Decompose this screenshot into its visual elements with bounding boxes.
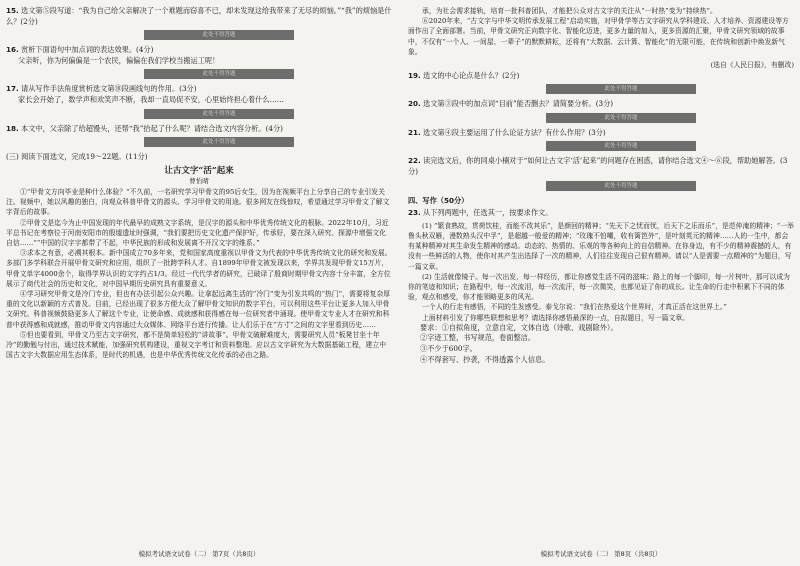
- answer-box[interactable]: 此处不得答题: [144, 109, 294, 119]
- question-number: 22.: [408, 156, 421, 166]
- article-paragraph: ③求本之有意，必溯其根本。新中国成立70多年来，党和国家高度重视以甲骨文为代表的中华优秀传统文化的研究和发展。多部门多学科联合开展甲骨文研究和应用，组织了一批跨学科人才。自1899年甲骨文被发现以来，学界共发现甲骨文15万片，甲骨文单字4000余个，取得学界认识的文字约占1/3。经过一代代学者的研究，已破译了殷商时期甲骨文内容十分丰富，全方位展示了商代社会的历史和文化，对中国早期历史研究具有重要意义。: [6, 249, 392, 288]
- question-number: 15.: [6, 6, 19, 15]
- question-text: 读完选文后，你的同桌小楠对于“如何让古文字‘活’起来”的问题存在困惑，请你结合选文④～⑥段，帮助她解答。(3分): [408, 156, 788, 176]
- writing-option-2: (2) 生活就像镜子。每一次出发，每一样经历，都让你感觉生活不同的滋味；路上的每一个脚印，每一片树叶，那可以成为你的笔迹和知识；在路程中，每一次流泪，每一次流汗，每一次微笑，也都见证了你的成长。让生命的行走中积累下不同的体验，观点和感受，你才能领略更多的风光。: [408, 272, 791, 302]
- question-23: [408, 208, 794, 219]
- question-text: 选文第③段中的加点词“目前”能否删去？请简要分析。(3分): [423, 99, 614, 109]
- question-21: [408, 128, 794, 139]
- writing-requirement: 要求：①自拟角度，立意自定，文体自选（诗歌、戏剧除外）。: [420, 322, 618, 332]
- quoted-sentence: 父亲听，你为何偏偏是一个农民，偏偏在我们学校当搬运工呢！: [18, 55, 220, 65]
- article-title: 让古文字“活”起来: [164, 165, 234, 176]
- article-paragraph: ⑤但也要看到，甲骨文乃至古文字研究，都不是简单轻松的“讲故事”。甲骨文破解难度大，需要研究人员“板凳甘坐十年冷”的勤勉与付出，通过技术赋能，加强研究机构建设，重视文字考订和资料整理。应以古文字研究为大数据基础工程，建立中国古文字大数据应用生态体系，是时代的机遇，也是中华优秀传统文化传承的必由之路。: [6, 330, 387, 360]
- question-15: [6, 6, 392, 27]
- answer-box[interactable]: 此处不得答题: [144, 30, 294, 40]
- page-footer: 模拟考试语文试卷（二） 第7页（共8页）: [138, 550, 260, 559]
- question-text: 从下列两题中，任选其一，按要求作文。: [423, 208, 553, 218]
- writing-option-2-quote: 一个人的行走有感悟，不同的生发感受。泰戈尔说：“我们在热爱这个世界时，才真正活在这世界上。”: [422, 303, 727, 312]
- article-author: 曹怡晴: [189, 177, 209, 186]
- article-paragraph: ②甲骨文是迄今为止中国发现的年代最早的成熟文字系统，是汉字的源头和中华优秀传统文化的根脉。2022年10月，习近平总书记在考察位于河南安阳市的殷墟遗址时强调，“我们要把历史文化遗产保护好，传承好，要在深入研究、探源中增强文化自信……”“中国的汉字字都带了不起，中华民族的形成和发展离不开汉文字的维系。”: [6, 218, 389, 247]
- answer-box[interactable]: 此处不得答题: [546, 113, 696, 123]
- question-number: 17.: [6, 84, 19, 94]
- article-paragraph: ④学习研究甲骨文是冷门专业，但也有办法引起公众兴趣。让拿起远离生活的“冷门”变为引发共鸣的“热门”，需要将复杂厚重的文化以新颖的方式普及。目前，已经出现了很多方便大众了解甲骨文知识的数字平台，可以利用这些平台让更多人加入甲骨文研究。科普视频鼓励更多人了解这个专业，让使命感、成就感和获得感在每一位研究者中涌现。使甲骨文专业人才在研究和科普中获得感和成就感，推动甲骨文内容通过大众媒体、网络平台进行传播。让人们乐于在“方寸”之间的文字里看到历史……: [6, 289, 391, 329]
- question-19: [408, 71, 794, 82]
- question-18: [6, 124, 392, 135]
- writing-requirement: ④不得套写、抄袭，不得透露个人信息。: [420, 354, 550, 364]
- question-number: 18.: [6, 123, 19, 133]
- section-heading: (三) 阅读下面选文，完成19～22题。(11分): [6, 152, 148, 162]
- answer-box[interactable]: 此处不得答题: [144, 137, 294, 147]
- question-text: 选文第⑤段写道：“我为自己给父亲解决了一个难题而窃喜不已，却未发现这给我带来了无尽的烦恼。”“我”的烦恼是什么？(2分): [6, 6, 392, 26]
- question-17: [6, 84, 392, 105]
- article-paragraph: ①“甲骨文方向毕业是种什么体验？”不久前，一名研究学习甲骨文的95后女生，因为在视频平台上分享自己的专业引发关注。视频中，她以风趣的独白，向观众科普甲骨文的源头、学习甲骨文的用途。很多网友在线惊叹，希望通过学习甲骨文了解文字背后的故事。: [6, 187, 390, 217]
- answer-box[interactable]: 此处不得答题: [144, 69, 294, 79]
- article-paragraph: ⑥2020年来，“古文字与中华文明传承发展工程”启动实施，对甲骨学等古文字研究从学科建设、人才培养、资源建设等方面作出了全面部署。当前，甲骨文研究正向数字化、智能化迈进，更多力量的加入，更多资源的汇聚，甲骨文研究领域的故事中，不仅有“一个人、一间屋、一辈子”的默默耕耘，还将有“大数据、云计算、智能化”的无限可能，在传统和创新中焕发新气象。: [408, 17, 789, 56]
- question-text: 选文的中心论点是什么？(2分): [423, 70, 520, 80]
- article-source: (选自《人民日报》，有删改): [710, 61, 794, 70]
- question-number: 16.: [6, 45, 19, 55]
- right-page: [408, 6, 794, 560]
- question-number: 23.: [408, 208, 421, 218]
- quoted-sentence: 家长会开始了，数学声和欢笑声不断，我却一直局促不安，心里始终担心着什么……: [18, 94, 284, 104]
- writing-requirement: ②字迹工整，书写规范，卷面整洁。: [420, 333, 536, 343]
- answer-box[interactable]: 此处不得答题: [546, 181, 696, 191]
- question-text: 本文中，父亲除了给超馒头，还帮“我”拾起了什么呢？请结合选文内容分析。(4分): [21, 123, 283, 133]
- question-22: [408, 156, 794, 177]
- question-16: [6, 45, 392, 66]
- question-number: 20.: [408, 99, 421, 109]
- left-page: [6, 6, 392, 560]
- writing-option-1: (1) “繁食熟故，贯荷饮桂，而能不改其乐”，是颜回的精神；“先天下之忧而忧，后天下之乐而乐”，是范仲淹的精神；“一举鲁头秋双雁，漫数熟头汉中孚”，是超越一般爱的精神；“玫瑰不怕嘲，收有篱笆外”，是叶刻英元的精神……人的一生中，都会有某种精神对其生命发生精神的感动。动态的、热情的、乐观的等各种向上的自信精神。在你身边，有不少的精神震撼的人，有没有一些鲜活的人物，使你对其产生出选择了一次的精神，人们往往发现自己很有精神。请以“人是需要一点精神的”为题目，写一篇文章。: [408, 221, 794, 271]
- answer-box[interactable]: 此处不得答题: [546, 84, 696, 94]
- answer-box[interactable]: 此处不得答题: [546, 141, 696, 151]
- page-footer: 模拟考试语文试卷（二） 第8页（共8页）: [540, 550, 662, 559]
- writing-requirement: ③不少于600字。: [420, 343, 477, 353]
- question-text: 选文第④段主要运用了什么论证方法？有什么作用？(3分): [423, 127, 606, 137]
- question-text: 请从写作手法角度赏析选文第⑩段画线句的作用。(3分): [21, 84, 197, 94]
- question-20: [408, 99, 794, 110]
- writing-instruction: 上面材料引发了你哪些联想和思考？请选择你感悟最深的一点，自拟题目，写一篇文章。: [422, 313, 690, 322]
- writing-section-heading: 四、写作（50分）: [408, 195, 469, 205]
- question-number: 21.: [408, 127, 421, 137]
- question-text: 赏析下面语句中加点词的表达效果。(4分): [21, 45, 154, 55]
- article-paragraph: 承，为社会需求接轨，培育一批科普团队，才能把公众对古文字的关注从“一时热”变为“持续热”。: [422, 7, 717, 15]
- question-number: 19.: [408, 70, 421, 80]
